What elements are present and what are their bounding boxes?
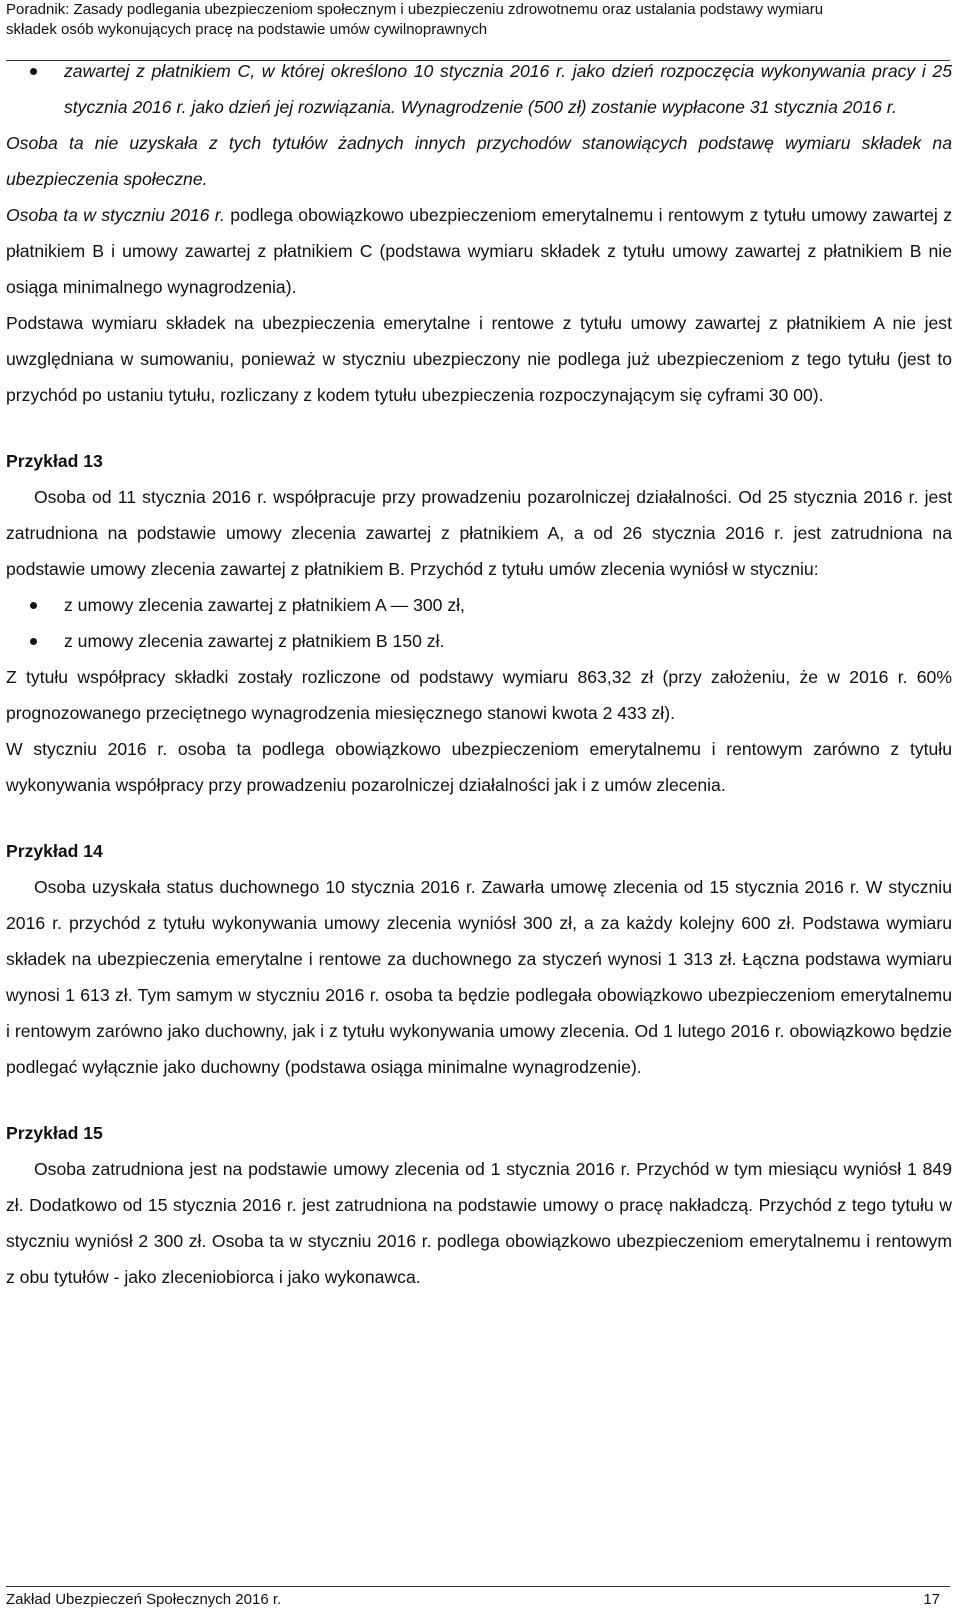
- header-title-line-1: Poradnik: Zasady podlegania ubezpieczeniom społecznym i ubezpieczeniu zdrowotnemu oraz ustalania podstawy wymiaru: [6, 1, 824, 18]
- list-item: z umowy zlecenia zawartej z płatnikiem B 150 zł.: [6, 623, 952, 659]
- list-item: z umowy zlecenia zawartej z płatnikiem A — 300 zł,: [6, 587, 952, 623]
- paragraph-january-insurance: [6, 197, 952, 305]
- example-13-title: Przykład 13: [6, 451, 103, 471]
- paragraph-rest: podlega obowiązkowo ubezpieczeniom emerytalnemu i rentowym z tytułu umowy zawartej z płatnikiem B i umowy zawartej z płatnikiem C (podstawa wymiaru składek z tytułu umowy zawartej z płatnikiem B nie osiąga minimalnego wynagrodzenia).: [6, 205, 952, 297]
- footer-publisher: Zakład Ubezpieczeń Społecznych 2016 r.: [6, 1591, 282, 1608]
- example-14-paragraph-1: Osoba uzyskała status duchownego 10 stycznia 2016 r. Zawarła umowę zlecenia od 15 stycznia 2016 r. W styczniu 2016 r. przychód z tytułu wykonywania umowy zlecenia wyniósł 300 zł, a za każdy kolejny 600 zł. Podstawa wymiaru składek na ubezpieczenia emerytalne i rentowe za duchownego za styczeń wynosi 1 313 zł. Łączna podstawa wymiaru wynosi 1 613 zł. Tym samym w styczniu 2016 r. osoba ta będzie podlegała obowiązkowo ubezpieczeniom emerytalnemu i rentowym zarówno jako duchowny, jak i z tytułu wykonywania umowy zlecenia. Od 1 lutego 2016 r. obowiązkowo będzie podlegać wyłącznie jako duchowny (podstawa osiąga minimalne wynagrodzenie).: [6, 877, 952, 1077]
- paragraph-no-other-income: Osoba ta nie uzyskała z tych tytułów żadnych innych przychodów stanowiących podstawę wymiaru składek na ubezpieczenia społeczne.: [6, 133, 952, 189]
- document-body: [6, 53, 952, 1295]
- example-13-paragraph-3: W styczniu 2016 r. osoba ta podlega obowiązkowo ubezpieczeniom emerytalnemu i rentowym zarówno z tytułu wykonywania współpracy przy prowadzeniu pozarolniczej działalności jak i z umów zlecenia.: [6, 739, 952, 795]
- paragraph-lead: Osoba ta w styczniu 2016 r.: [6, 205, 225, 225]
- page-header: [6, 0, 950, 61]
- list-item: zawartej z płatnikiem C, w której określono 10 stycznia 2016 r. jako dzień rozpoczęcia wykonywania pracy i 25 stycznia 2016 r. jako dzień jej rozwiązania. Wynagrodzenie (500 zł) zostanie wypłacone 31 stycznia 2016 r.: [6, 53, 952, 125]
- example-14-title: Przykład 14: [6, 841, 103, 861]
- example-15-paragraph-1: Osoba zatrudniona jest na podstawie umowy zlecenia od 1 stycznia 2016 r. Przychód w tym miesiącu wyniósł 1 849 zł. Dodatkowo od 15 stycznia 2016 r. jest zatrudniona na podstawie umowy o pracę nakładczą. Przychód z tego tytułu w styczniu wyniósł 2 300 zł. Osoba ta w styczniu 2016 r. podlega obowiązkowo ubezpieczeniom emerytalnemu i rentowym z obu tytułów - jako zleceniobiorca i jako wykonawca.: [6, 1159, 952, 1287]
- page-number: 17: [923, 1591, 940, 1608]
- example-13-paragraph-1: Osoba od 11 stycznia 2016 r. współpracuje przy prowadzeniu pozarolniczej działalności. Od 25 stycznia 2016 r. jest zatrudniona na podstawie umowy zlecenia zawartej z płatnikiem A, a od 26 stycznia 2016 r. jest zatrudniona na podstawie umowy zlecenia zawartej z płatnikiem B. Przychód z tytułu umów zlecenia wyniósł w styczniu:: [6, 487, 952, 579]
- paragraph-contribution-base: Podstawa wymiaru składek na ubezpieczenia emerytalne i rentowe z tytułu umowy zawartej z płatnikiem A nie jest uwzględniana w sumowaniu, ponieważ w styczniu ubezpieczony nie podlega już ubezpieczeniom z tego tytułu (jest to przychód po ustaniu tytułu, rozliczany z kodem tytułu ubezpieczenia rozpoczynającym się cyframi 30 00).: [6, 313, 952, 405]
- contract-c-list: [6, 53, 952, 125]
- header-title-line-2: składek osób wykonujących pracę na podstawie umów cywilnoprawnych: [6, 21, 488, 38]
- example-15-title: Przykład 15: [6, 1123, 103, 1143]
- example-13-paragraph-2: Z tytułu współpracy składki zostały rozliczone od podstawy wymiaru 863,32 zł (przy założeniu, że w 2016 r. 60% prognozowanego przeciętnego wynagrodzenia miesięcznego stanowi kwota 2 433 zł).: [6, 667, 952, 723]
- example-13-list: [6, 587, 952, 659]
- page-footer: [6, 1586, 950, 1611]
